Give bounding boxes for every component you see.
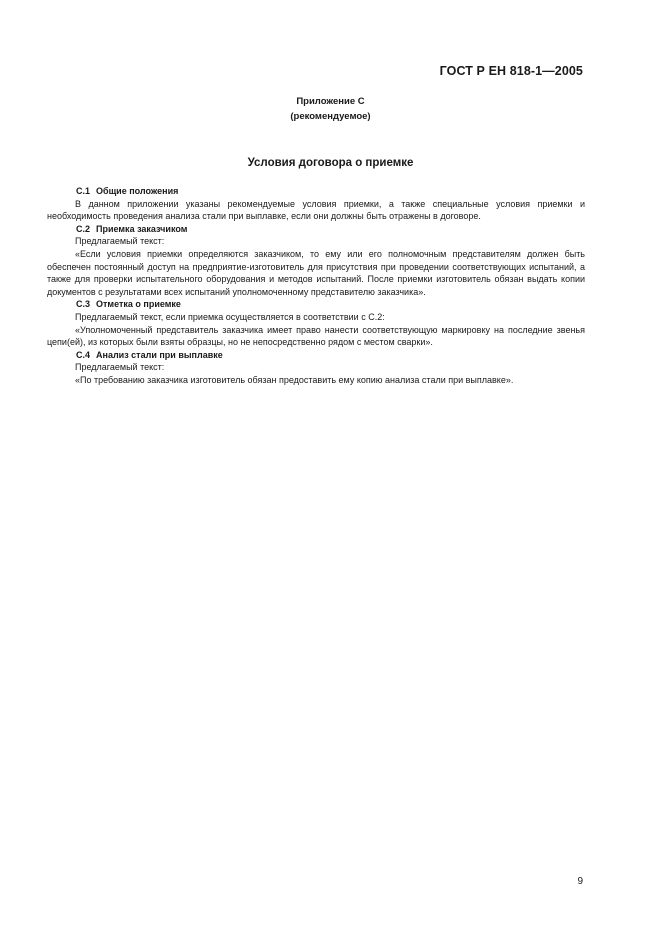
section-header [75, 349, 585, 362]
paragraph: «Если условия приемки определяются заказчиком, то ему или его полномочным представителям должен быть обеспечен постоянный доступ на предприятие-изготовитель для присутствия при проведении соответствующих испытаний, а также для проверки испытательного оборудования и методов испытаний. После приемки изготовитель обязан выдать копии документов с результатами всех испытаний уполномоченному представителю заказчика». [47, 248, 585, 297]
section-c2 [47, 223, 585, 299]
section-number: С.1 [76, 186, 91, 196]
section-c4 [75, 349, 585, 387]
section-header [75, 185, 585, 198]
section-title: Отметка о приемке [96, 299, 181, 310]
section-heading: Условия договора о приемке [247, 157, 414, 169]
paragraph: «По требованию заказчика изготовитель обязан предоставить ему копию анализа стали при выплавке». [75, 374, 514, 385]
appendix-title-block [0, 94, 661, 124]
appendix-subtitle: (рекомендуемое) [290, 111, 371, 122]
paragraph: Предлагаемый текст: [75, 236, 165, 247]
appendix-title: Приложение С [296, 96, 365, 107]
document-body [47, 185, 585, 387]
paragraph: Предлагаемый текст, если приемка осуществляется в соответствии с С.2: [75, 311, 385, 322]
section-number: С.2 [76, 223, 91, 234]
section-title: Приемка заказчиком [96, 223, 188, 234]
section-title: Анализ стали при выплавке [96, 349, 223, 360]
section-c3 [47, 298, 585, 348]
paragraph: «Уполномоченный представитель заказчика имеет право нанести соответствующую маркировку на последние звенья цепи(ей), из которых были взяты образцы, но не непосредственно рядом с местом сварки». [47, 324, 585, 348]
document-standard-id: ГОСТ Р ЕН 818-1—2005 [439, 64, 583, 78]
section-number: С.4 [76, 349, 91, 360]
section-c1 [47, 185, 585, 223]
section-title: Общие положения [96, 186, 179, 196]
section-header [75, 298, 585, 311]
section-header [75, 223, 585, 236]
paragraph: Предлагаемый текст: [75, 362, 165, 373]
page-number: 9 [577, 876, 583, 887]
section-number: С.3 [76, 299, 91, 310]
paragraph: В данном приложении указаны рекомендуемые условия приемки, а также специальные условия приемки и необходимость проведения анализа стали при выплавке, если они должны быть отражены в договоре. [47, 198, 585, 222]
